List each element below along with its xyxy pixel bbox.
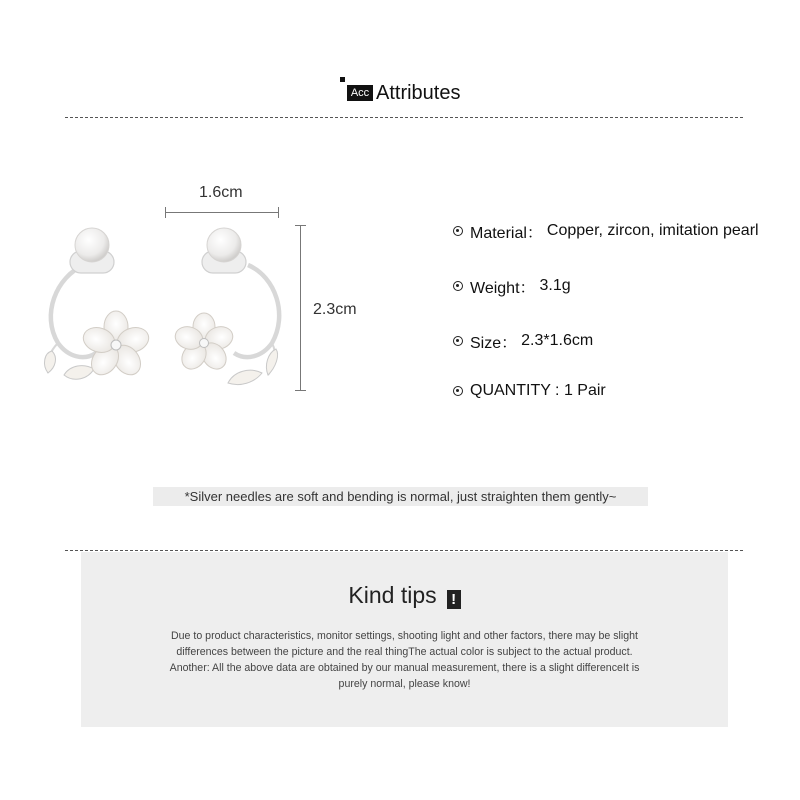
spec-value: 2.3*1.6cm	[521, 332, 594, 349]
divider-middle	[65, 550, 743, 551]
tips-line: Another: All the above data are obtained by our manual measurement, there is a slight differenceIt is	[169, 662, 640, 674]
spec-size	[453, 328, 593, 354]
tips-line: purely normal, please know!	[338, 678, 471, 690]
kind-tips-panel	[81, 552, 728, 727]
tips-line: differences between the picture and the real thingThe actual color is subject to the actual product.	[176, 646, 633, 658]
spec-label: Material：	[470, 224, 543, 242]
bullet-icon	[453, 336, 463, 346]
section-title: Attributes	[376, 82, 461, 104]
spec-label: Weight：	[470, 279, 536, 297]
spec-label: QUANTITY : 1 Pair	[470, 382, 606, 399]
kind-tips-title: Kind tips	[348, 582, 437, 608]
spec-quantity	[453, 378, 610, 404]
tips-line: Due to product characteristics, monitor settings, shooting light and other factors, there may be slight	[171, 630, 638, 642]
header	[0, 0, 800, 120]
care-note: *Silver needles are soft and bending is normal, just straighten them gently~	[153, 487, 648, 506]
height-measurement: 2.3cm	[313, 301, 357, 318]
kind-tips-header	[81, 582, 728, 609]
logo-dot	[340, 77, 345, 82]
divider-top	[65, 117, 743, 118]
height-dimension-line	[300, 225, 301, 391]
bullet-icon	[453, 386, 463, 396]
spec-value: 3.1g	[539, 277, 571, 294]
bullet-icon	[453, 281, 463, 291]
width-measurement: 1.6cm	[199, 184, 243, 201]
spec-value: Copper, zircon, imitation pearl	[546, 222, 759, 239]
earrings-product-image	[36, 215, 296, 400]
exclamation-icon: !	[447, 590, 461, 609]
kind-tips-body	[121, 628, 688, 692]
spec-material	[453, 218, 759, 244]
left-earring	[45, 228, 152, 380]
right-earring	[172, 228, 279, 385]
logo-mark: Acc	[347, 85, 373, 101]
bullet-icon	[453, 226, 463, 236]
height-dimension-cap-top	[295, 225, 306, 226]
spec-weight	[453, 273, 571, 299]
width-dimension-line	[165, 212, 279, 213]
spec-label: Size：	[470, 334, 518, 352]
height-dimension-cap-bottom	[295, 390, 306, 391]
